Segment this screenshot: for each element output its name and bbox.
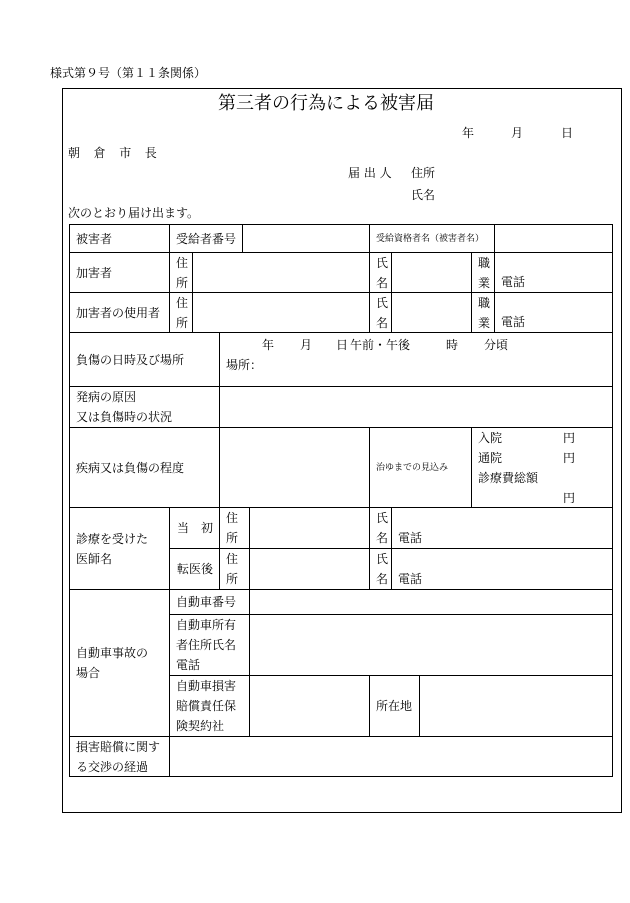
initial-doctor-phone-cell (392, 508, 613, 549)
address-label-line: 所 (176, 275, 189, 290)
hospitalization-cost-line (478, 428, 612, 448)
name-label-line: 名 (376, 531, 389, 545)
phone-label: 電話 (398, 572, 423, 586)
injury-year-label: 年 (262, 338, 275, 352)
name-label-line: 氏 (376, 255, 389, 270)
notifier-name-label: 氏名 (411, 188, 436, 202)
address-label-line: 住 (226, 552, 239, 566)
outpatient-label: 通院 (478, 451, 503, 465)
initial-doctor-label-cell (170, 508, 220, 549)
employer-name-label (370, 293, 392, 333)
perpetrator-address-field (193, 253, 370, 293)
employer-address-field (193, 293, 370, 333)
injury-date-line (220, 335, 612, 355)
qualified-name-field (495, 225, 613, 253)
negotiation-label-line: 損害賠償に関す (76, 739, 161, 754)
address-label-line: 住 (176, 295, 189, 310)
car-owner-label-line: 電話 (176, 658, 201, 672)
total-cost-label: 診療費総額 (478, 471, 539, 485)
insurer-location-field (420, 676, 613, 737)
car-owner-label-cell (170, 615, 250, 676)
date-month-label: 月 (511, 126, 524, 140)
plate-number-label: 自動車番号 (176, 595, 237, 609)
initial-doctor-name-label (370, 508, 392, 549)
occupation-label-line: 業 (478, 315, 491, 330)
date-day-label: 日 (561, 126, 574, 140)
doctor-row-header (70, 508, 170, 590)
transferred-doctor-label-cell (170, 549, 220, 590)
cause-label-line: 発病の原因 (76, 390, 137, 404)
addressee: 朝 倉 市 長 (68, 146, 158, 160)
address-label-line: 住 (176, 255, 189, 270)
name-label-line: 名 (376, 275, 389, 290)
occupation-label-line: 職 (478, 295, 491, 310)
hospitalization-label: 入院 (478, 431, 503, 445)
name-label-line: 名 (376, 572, 389, 586)
phone-label: 電話 (501, 275, 526, 289)
perpetrator-occupation-label (472, 253, 495, 293)
severity-field (220, 428, 370, 508)
qualified-name-label: 受給資格者名（被害者名） (376, 233, 485, 244)
car-owner-field (250, 615, 613, 676)
injury-datetime-label: 負傷の日時及び場所 (76, 352, 185, 367)
yen-unit: 円 (563, 491, 576, 505)
injury-month-label: 月 (300, 338, 313, 352)
perpetrator-row-header (70, 253, 170, 293)
name-label-line: 氏 (376, 552, 389, 566)
phone-label: 電話 (501, 315, 526, 329)
address-label-line: 所 (226, 572, 239, 586)
initial-doctor-address-label (220, 508, 250, 549)
notifier-label: 届 出 人 (348, 166, 392, 180)
perpetrator-name-label (370, 253, 392, 293)
cause-label-line: 又は負傷時の状況 (76, 410, 173, 424)
recovery-label-cell (370, 428, 472, 508)
recipient-number-label-cell (170, 225, 243, 253)
notifier-address-label: 住所 (411, 166, 436, 180)
occupation-label-line: 職 (478, 255, 491, 270)
cause-field (220, 387, 613, 428)
injury-minute-label: 分頃 (484, 338, 509, 352)
outpatient-cost-line (478, 448, 612, 468)
address-label-line: 住 (226, 511, 239, 525)
car-accident-label-line: 自動車事故の (76, 646, 149, 660)
initial-doctor-address-field (250, 508, 370, 549)
recipient-number-label: 受給者番号 (176, 231, 237, 246)
insurer-label-cell (170, 676, 250, 737)
insurer-label-line: 賠償責任保 (176, 699, 237, 713)
phone-label: 電話 (398, 531, 423, 545)
injury-datetime-field (220, 333, 613, 387)
name-label-line: 氏 (376, 295, 389, 310)
employer-address-label (170, 293, 193, 333)
address-label-line: 所 (176, 315, 189, 330)
occupation-label-line: 業 (478, 275, 491, 290)
severity-row-header (70, 428, 220, 508)
medical-costs-cell (472, 428, 613, 508)
plate-number-field (250, 590, 613, 615)
total-cost-line (478, 488, 612, 507)
perpetrator-address-label (170, 253, 193, 293)
yen-unit: 円 (563, 451, 576, 465)
employer-occupation-label (472, 293, 495, 333)
employer-label: 加害者の使用者 (76, 305, 161, 320)
negotiation-label-line: る交渉の経過 (76, 759, 149, 774)
doctor-label-line: 医師名 (76, 551, 113, 566)
report-table (69, 224, 613, 777)
injury-am-pm-label: 午前・午後 (350, 338, 411, 352)
qualified-name-label-cell (370, 225, 495, 253)
severity-label: 疾病又は負傷の程度 (76, 460, 185, 475)
injury-day-label: 日 (336, 338, 349, 352)
injury-place-label: 場所： (226, 358, 263, 372)
insurer-location-label: 所在地 (376, 699, 413, 713)
insurer-label-line: 険契約社 (176, 719, 225, 733)
yen-unit: 円 (563, 431, 576, 445)
injury-hour-label: 時 (446, 338, 459, 352)
plate-number-label-cell (170, 590, 250, 615)
employer-row-header (70, 293, 170, 333)
form-number: 様式第９号（第１１条関係） (50, 66, 207, 80)
transferred-doctor-phone-cell (392, 549, 613, 590)
perpetrator-name-field (392, 253, 472, 293)
perpetrator-phone-cell (495, 253, 613, 293)
car-owner-label-line: 者住所氏名 (176, 638, 237, 652)
total-cost-label-line (478, 468, 612, 488)
form-title: 第三者の行為による被害届 (218, 93, 434, 114)
perpetrator-label: 加害者 (76, 265, 113, 280)
transferred-doctor-name-label (370, 549, 392, 590)
employer-phone-cell (495, 293, 613, 333)
name-label-line: 名 (376, 315, 389, 330)
address-label-line: 所 (226, 531, 239, 545)
transferred-doctor-address-field (250, 549, 370, 590)
cause-row-header (70, 387, 220, 428)
insurer-field (250, 676, 370, 737)
victim-row-header (70, 225, 170, 253)
transferred-doctor-address-label (220, 549, 250, 590)
car-accident-label-line: 場合 (76, 666, 101, 680)
recovery-label: 治ゆまでの見込み (376, 462, 449, 473)
intro-text: 次のとおり届け出ます。 (68, 206, 200, 220)
doctor-label-line: 診療を受けた (76, 531, 149, 546)
recipient-number-field (243, 225, 370, 253)
injury-datetime-row-header (70, 333, 220, 387)
employer-name-field (392, 293, 472, 333)
date-year-label: 年 (462, 126, 475, 140)
car-accident-row-header (70, 590, 170, 737)
transferred-doctor-label: 転医後 (177, 562, 214, 576)
initial-doctor-label: 当 初 (177, 521, 214, 535)
car-owner-label-line: 自動車所有 (176, 618, 237, 632)
negotiation-row-header (70, 737, 170, 777)
victim-label: 被害者 (76, 231, 113, 246)
negotiation-field (170, 737, 613, 777)
name-label-line: 氏 (376, 511, 389, 525)
insurer-location-label-cell (370, 676, 420, 737)
insurer-label-line: 自動車損害 (176, 679, 237, 693)
